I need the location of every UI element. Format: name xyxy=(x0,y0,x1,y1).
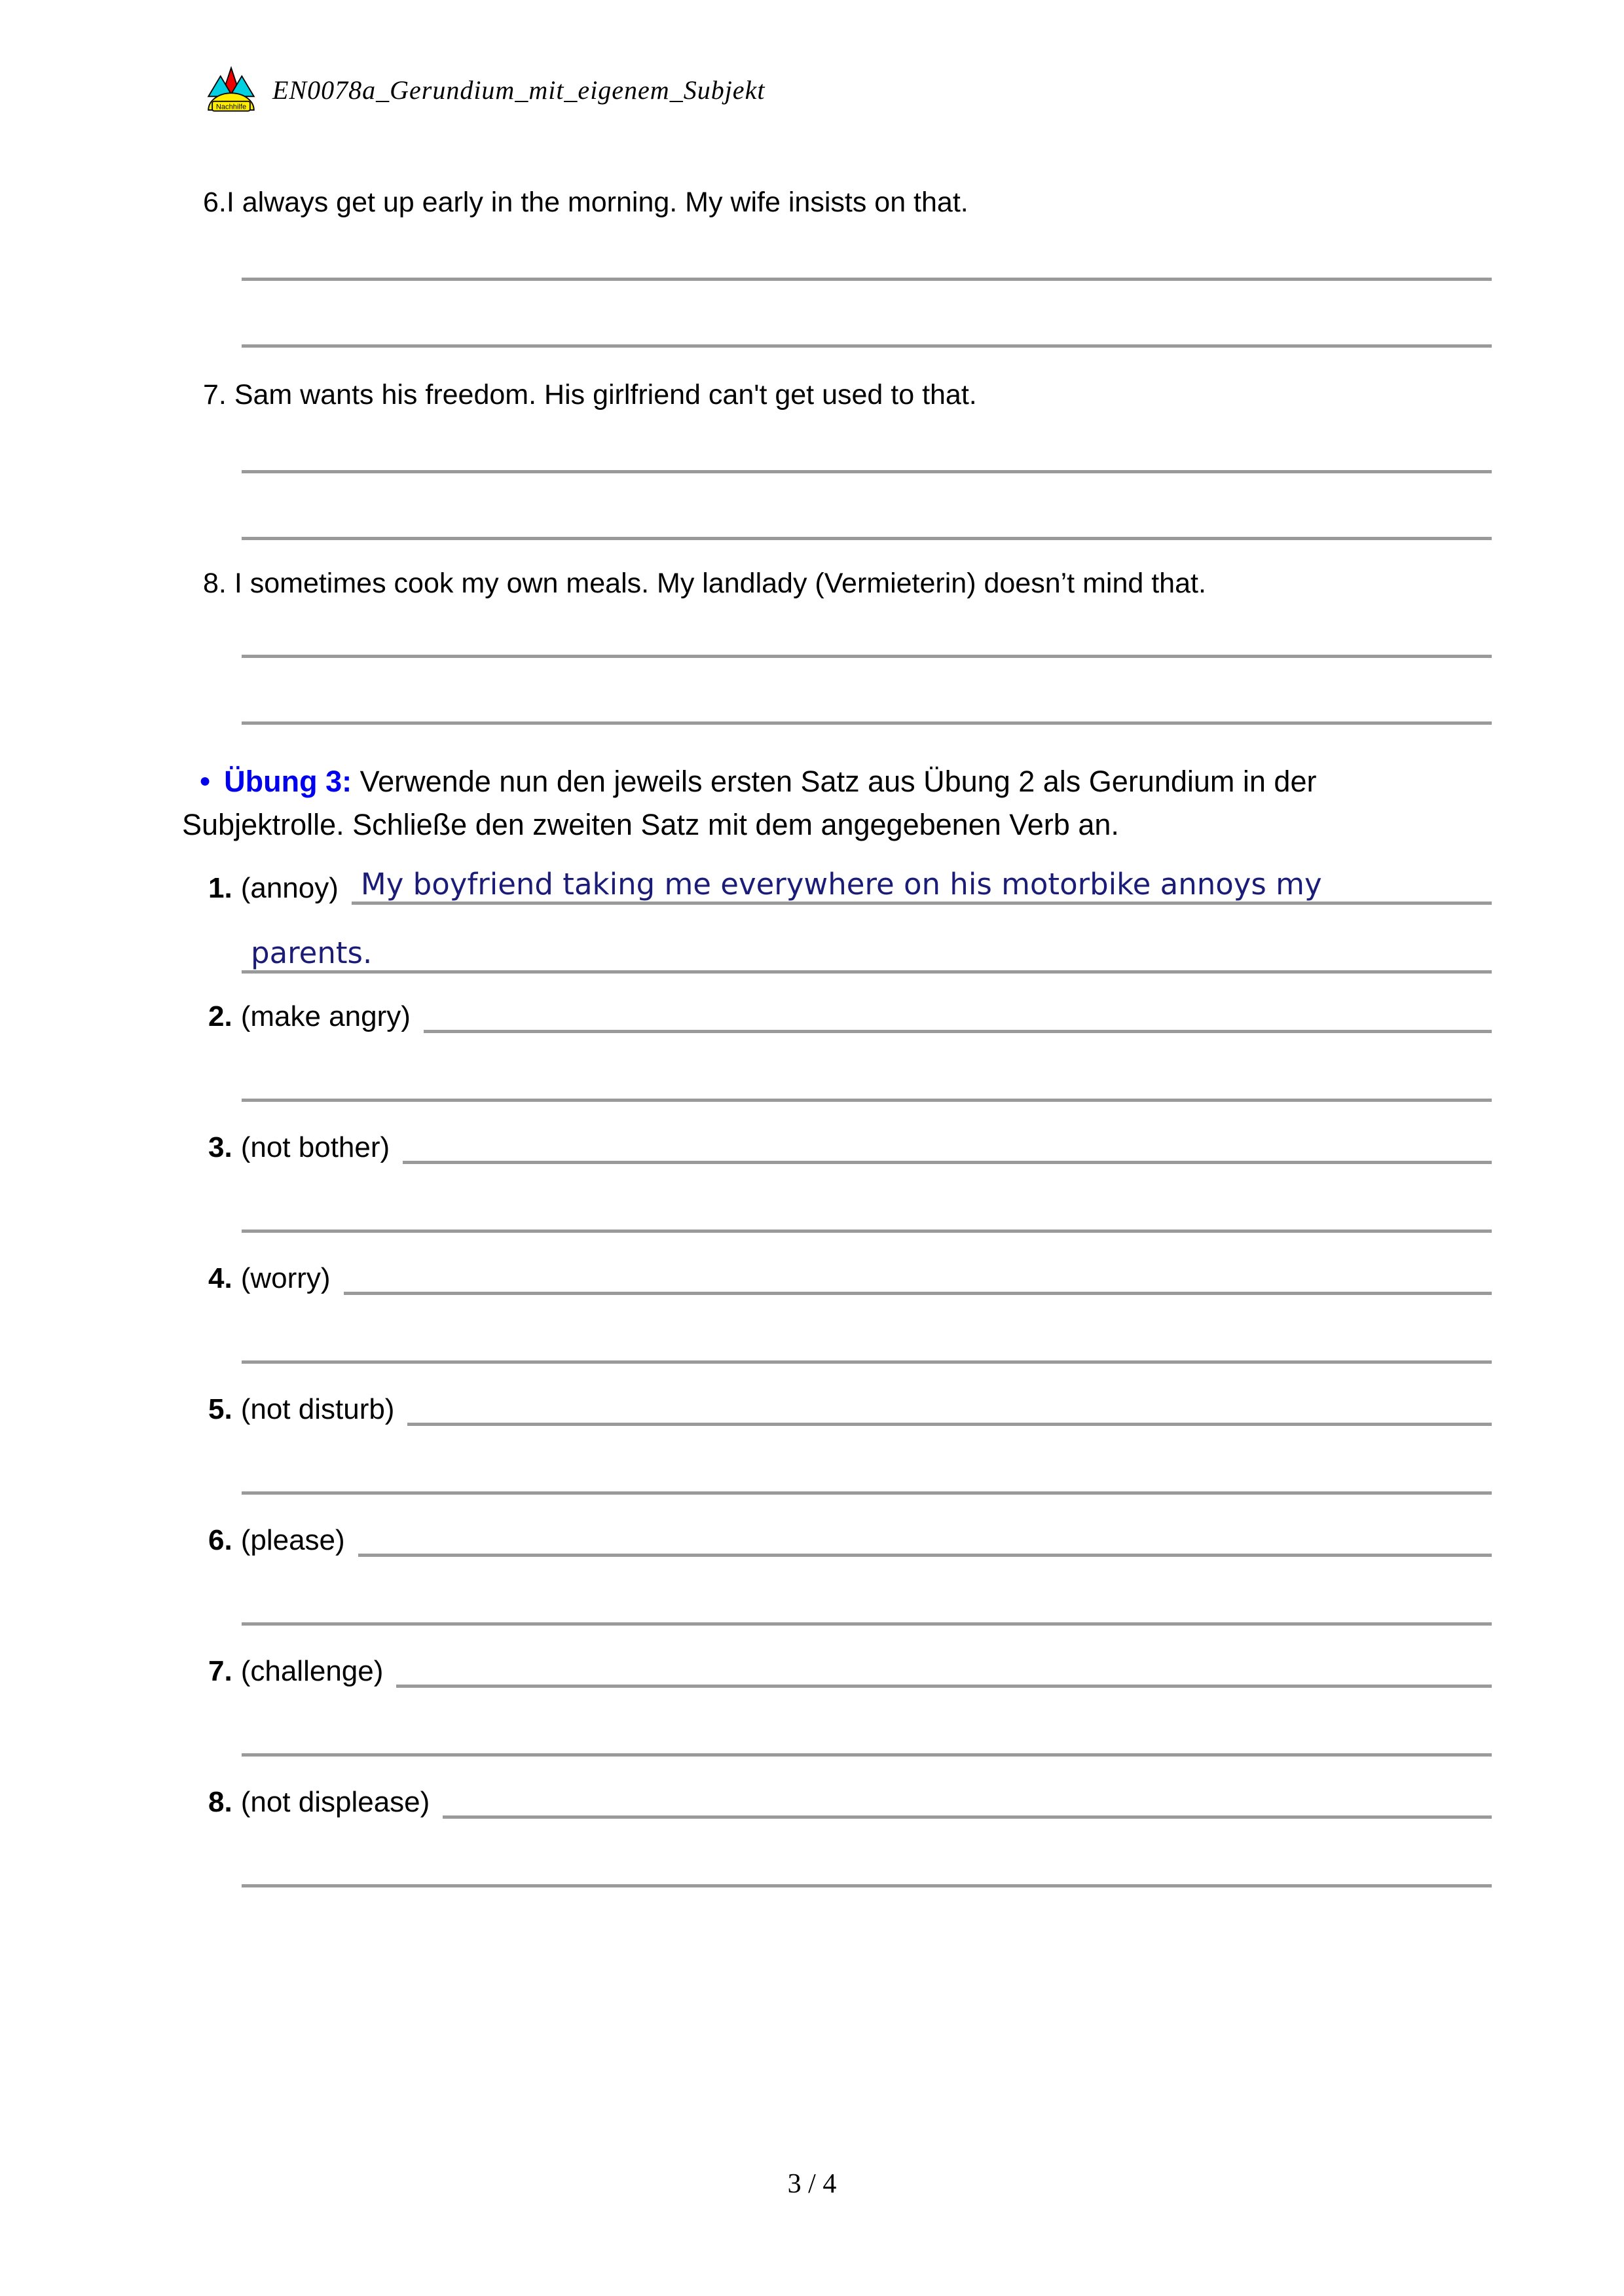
item-verb: (annoy) xyxy=(240,872,339,904)
item-number: 7. xyxy=(203,379,227,410)
answer-write-line xyxy=(396,1647,1492,1688)
blank-answer-line xyxy=(242,1099,1492,1102)
answer-write-line xyxy=(352,864,1492,905)
exercise3-item-2 xyxy=(208,995,1492,1033)
logo-text: Nachhilfe xyxy=(215,103,247,111)
blank-answer-line xyxy=(242,721,1492,725)
exercise2-item-8 xyxy=(203,566,1206,601)
item-sentence: Sam wants his freedom. His girlfriend can't get used to that. xyxy=(226,379,977,410)
item-verb: (not bother) xyxy=(240,1131,390,1163)
blank-answer-line xyxy=(242,1230,1492,1233)
blank-answer-line xyxy=(242,344,1492,348)
answer-write-line xyxy=(424,992,1492,1033)
item-verb: (make angry) xyxy=(240,1000,411,1032)
blank-answer-line xyxy=(242,278,1492,281)
item-number: 6. xyxy=(203,187,227,218)
answer-write-line xyxy=(407,1385,1492,1426)
page-number: 3 / 4 xyxy=(787,2169,837,2199)
item-verb: (not disturb) xyxy=(240,1393,395,1425)
item-verb: (not displease) xyxy=(240,1786,430,1818)
item-verb: (challenge) xyxy=(240,1655,384,1687)
handwritten-answer-line2: parents. xyxy=(251,936,373,970)
item-verb: (please) xyxy=(240,1524,345,1556)
exercise3-heading xyxy=(182,759,1498,847)
answer-write-line xyxy=(358,1516,1492,1557)
blank-answer-line xyxy=(242,655,1492,658)
blank-answer-line xyxy=(242,1753,1492,1757)
exercise3-item-1 xyxy=(208,867,1492,905)
item-number: 8. xyxy=(203,568,227,599)
exercise3-item-5 xyxy=(208,1388,1492,1426)
answer-write-line xyxy=(443,1777,1492,1819)
answer-write-line xyxy=(242,930,1492,974)
blank-answer-line xyxy=(242,1884,1492,1887)
item-number: 1. xyxy=(208,872,232,904)
exercise3-item-3 xyxy=(208,1126,1492,1164)
item-number: 8. xyxy=(208,1786,232,1818)
nachhilfe-logo-icon xyxy=(207,63,255,117)
exercise3-instruction-line1: Verwende nun den jeweils ersten Satz aus Übung 2 als Gerundium in der xyxy=(352,765,1317,798)
document-title: EN0078a_Gerundium_mit_eigenem_Subjekt xyxy=(272,75,766,105)
item-number: 3. xyxy=(208,1131,232,1163)
exercise3-item-6 xyxy=(208,1519,1492,1557)
item-number: 7. xyxy=(208,1655,232,1687)
item-verb: (worry) xyxy=(240,1262,331,1294)
blank-answer-line xyxy=(242,537,1492,540)
item-number: 4. xyxy=(208,1262,232,1294)
page-header xyxy=(207,63,765,117)
bullet-icon: ● xyxy=(199,770,212,792)
exercise3-item-4 xyxy=(208,1257,1492,1295)
item-sentence: I sometimes cook my own meals. My landlady (Vermieterin) doesn’t mind that. xyxy=(226,568,1206,599)
blank-answer-line xyxy=(242,1622,1492,1626)
exercise3-item-8 xyxy=(208,1781,1492,1819)
item-number: 2. xyxy=(208,1000,232,1032)
exercise2-item-6 xyxy=(203,185,969,220)
answer-write-line xyxy=(403,1123,1492,1164)
blank-answer-line xyxy=(242,1491,1492,1495)
exercise2-item-7 xyxy=(203,377,977,412)
item-number: 5. xyxy=(208,1393,232,1425)
blank-answer-line xyxy=(242,1360,1492,1364)
exercise3-instruction-line2: Subjektrolle. Schließe den zweiten Satz mit dem angegebenen Verb an. xyxy=(182,808,1119,841)
item-sentence: I always get up early in the morning. My wife insists on that. xyxy=(226,187,969,218)
exercise3-title: Übung 3: xyxy=(224,765,352,798)
item-number: 6. xyxy=(208,1524,232,1556)
exercise3-item-7 xyxy=(208,1650,1492,1688)
answer-write-line xyxy=(344,1254,1492,1295)
blank-answer-line xyxy=(242,470,1492,473)
handwritten-answer-line1: My boyfriend taking me everywhere on his motorbike annoys my xyxy=(360,867,1322,902)
